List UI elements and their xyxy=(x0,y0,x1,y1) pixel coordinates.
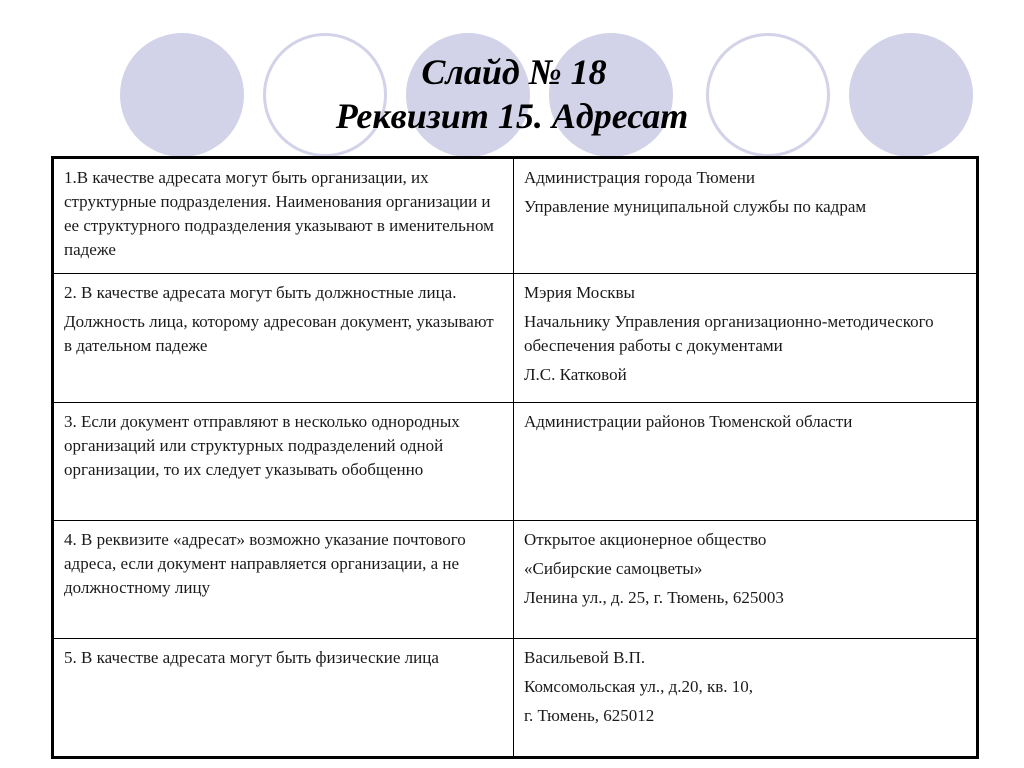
rule-text: Должность лица, которому адресован документ, указывают в дательном падеже xyxy=(64,312,494,355)
table-row xyxy=(53,158,978,274)
rule-text: 4. В реквизите «адресат» возможно указание почтового адреса, если документ направляется организации, а не должностному лицу xyxy=(64,530,466,597)
rule-text: 1.В качестве адресата могут быть организации, их структурные подразделения. Наименования организации и ее структурного подразделения указывают в именительном падеже xyxy=(64,168,494,259)
slide-title-line1: Слайд № 18 xyxy=(421,52,607,92)
slide-title-line2: Реквизит 15. Адресат xyxy=(335,96,689,136)
slide-title xyxy=(0,50,1024,138)
example-cell xyxy=(514,403,978,521)
rule-cell xyxy=(53,274,514,403)
table-row xyxy=(53,639,978,758)
example-line: Л.С. Катковой xyxy=(524,365,627,384)
example-line: Администрация города Тюмени xyxy=(524,168,755,187)
example-line: Администрации районов Тюменской области xyxy=(524,412,853,431)
example-cell xyxy=(514,274,978,403)
rule-cell xyxy=(53,158,514,274)
example-line: г. Тюмень, 625012 xyxy=(524,706,655,725)
rule-cell xyxy=(53,521,514,639)
example-cell xyxy=(514,639,978,758)
table-row xyxy=(53,403,978,521)
example-line: Открытое акционерное общество xyxy=(524,530,767,549)
rule-text: 2. В качестве адресата могут быть должностные лица. xyxy=(64,283,457,302)
example-line: «Сибирские самоцветы» xyxy=(524,559,703,578)
example-line: Ленина ул., д. 25, г. Тюмень, 625003 xyxy=(524,588,784,607)
rule-text: 3. Если документ отправляют в несколько однородных организаций или структурных подразделений одной организации, то их следует указывать обобщенно xyxy=(64,412,460,479)
rule-cell xyxy=(53,639,514,758)
requisite-table xyxy=(51,156,979,759)
rule-text: 5. В качестве адресата могут быть физические лица xyxy=(64,648,439,667)
example-line: Управление муниципальной службы по кадрам xyxy=(524,197,867,216)
example-line: Васильевой В.П. xyxy=(524,648,646,667)
table-row xyxy=(53,274,978,403)
example-cell xyxy=(514,521,978,639)
example-cell xyxy=(514,158,978,274)
example-line: Комсомольская ул., д.20, кв. 10, xyxy=(524,677,754,696)
example-line: Начальнику Управления организационно-методического обеспечения работы с документами xyxy=(524,312,934,355)
rule-cell xyxy=(53,403,514,521)
table-row xyxy=(53,521,978,639)
example-line: Мэрия Москвы xyxy=(524,283,635,302)
